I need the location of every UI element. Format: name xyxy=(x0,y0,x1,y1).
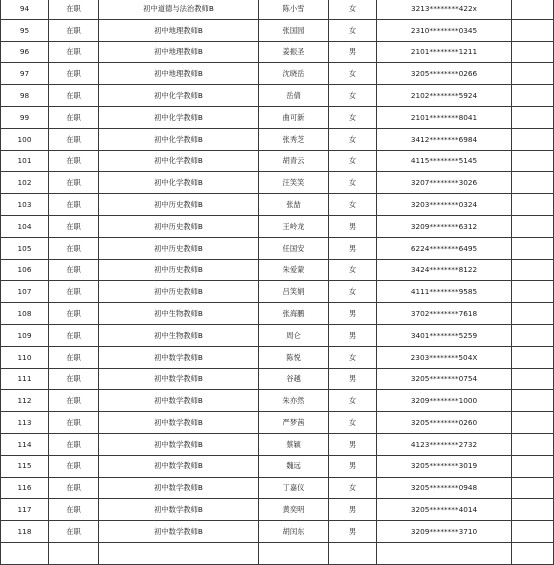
row-number-cell: 98 xyxy=(1,85,49,107)
table-row xyxy=(1,41,554,63)
empty-cell xyxy=(512,106,554,128)
id-number-cell: 3205********0948 xyxy=(377,477,512,499)
employment-status-cell: 在职 xyxy=(49,368,99,390)
table-row xyxy=(1,477,554,499)
table-row xyxy=(1,542,554,564)
name-cell: 吕笑娟 xyxy=(259,281,329,303)
row-number-cell: 106 xyxy=(1,259,49,281)
position-cell: 初中地理教师B xyxy=(99,41,259,63)
gender-cell: 女 xyxy=(329,85,377,107)
empty-cell xyxy=(512,499,554,521)
id-number-cell: 2310********0345 xyxy=(377,19,512,41)
employment-status-cell xyxy=(49,542,99,564)
name-cell: 周仑 xyxy=(259,324,329,346)
gender-cell: 男 xyxy=(329,368,377,390)
gender-cell: 男 xyxy=(329,41,377,63)
gender-cell: 女 xyxy=(329,150,377,172)
position-cell: 初中历史教师B xyxy=(99,194,259,216)
id-number-cell: 3205********0266 xyxy=(377,63,512,85)
table-row xyxy=(1,390,554,412)
row-number-cell: 117 xyxy=(1,499,49,521)
name-cell: 陈小雪 xyxy=(259,0,329,19)
employment-status-cell: 在职 xyxy=(49,455,99,477)
gender-cell: 女 xyxy=(329,390,377,412)
name-cell: 胡青云 xyxy=(259,150,329,172)
empty-cell xyxy=(512,259,554,281)
empty-cell xyxy=(512,433,554,455)
table-row xyxy=(1,499,554,521)
position-cell: 初中历史教师B xyxy=(99,215,259,237)
row-number-cell: 97 xyxy=(1,63,49,85)
position-cell: 初中化学教师B xyxy=(99,106,259,128)
position-cell: 初中数学教师B xyxy=(99,390,259,412)
table-row xyxy=(1,172,554,194)
row-number-cell: 100 xyxy=(1,128,49,150)
roster-body xyxy=(1,0,554,564)
gender-cell: 女 xyxy=(329,106,377,128)
row-number-cell: 103 xyxy=(1,194,49,216)
employment-status-cell: 在职 xyxy=(49,521,99,543)
employment-status-cell: 在职 xyxy=(49,106,99,128)
empty-cell xyxy=(512,19,554,41)
position-cell: 初中道德与法治教师B xyxy=(99,0,259,19)
gender-cell: 女 xyxy=(329,63,377,85)
table-row xyxy=(1,303,554,325)
id-number-cell: 3205********3019 xyxy=(377,455,512,477)
position-cell: 初中数学教师B xyxy=(99,346,259,368)
employment-status-cell: 在职 xyxy=(49,63,99,85)
id-number-cell: 3203********0324 xyxy=(377,194,512,216)
gender-cell: 女 xyxy=(329,477,377,499)
employment-status-cell: 在职 xyxy=(49,499,99,521)
position-cell: 初中历史教师B xyxy=(99,259,259,281)
id-number-cell xyxy=(377,542,512,564)
gender-cell: 女 xyxy=(329,259,377,281)
gender-cell: 男 xyxy=(329,237,377,259)
table-row xyxy=(1,455,554,477)
row-number-cell: 99 xyxy=(1,106,49,128)
empty-cell xyxy=(512,150,554,172)
name-cell: 朱爱蒙 xyxy=(259,259,329,281)
name-cell: 张海鹏 xyxy=(259,303,329,325)
row-number-cell: 107 xyxy=(1,281,49,303)
row-number-cell: 111 xyxy=(1,368,49,390)
id-number-cell: 3213********422x xyxy=(377,0,512,19)
position-cell: 初中数学教师B xyxy=(99,521,259,543)
gender-cell: 女 xyxy=(329,194,377,216)
position-cell: 初中数学教师B xyxy=(99,499,259,521)
employment-status-cell: 在职 xyxy=(49,41,99,63)
employment-status-cell: 在职 xyxy=(49,390,99,412)
employment-status-cell: 在职 xyxy=(49,477,99,499)
row-number-cell: 114 xyxy=(1,433,49,455)
gender-cell: 男 xyxy=(329,433,377,455)
gender-cell: 女 xyxy=(329,412,377,434)
employment-status-cell: 在职 xyxy=(49,128,99,150)
position-cell: 初中化学教师B xyxy=(99,150,259,172)
id-number-cell: 3412********6984 xyxy=(377,128,512,150)
empty-cell xyxy=(512,63,554,85)
id-number-cell: 3207********3026 xyxy=(377,172,512,194)
row-number-cell: 113 xyxy=(1,412,49,434)
name-cell: 岳倩 xyxy=(259,85,329,107)
gender-cell: 男 xyxy=(329,324,377,346)
name-cell: 张国园 xyxy=(259,19,329,41)
name-cell: 蔡颖 xyxy=(259,433,329,455)
gender-cell: 女 xyxy=(329,19,377,41)
row-number-cell: 116 xyxy=(1,477,49,499)
name-cell: 张喆 xyxy=(259,194,329,216)
row-number-cell: 105 xyxy=(1,237,49,259)
gender-cell: 男 xyxy=(329,499,377,521)
employment-status-cell: 在职 xyxy=(49,281,99,303)
employment-status-cell: 在职 xyxy=(49,85,99,107)
empty-cell xyxy=(512,85,554,107)
row-number-cell: 110 xyxy=(1,346,49,368)
row-number-cell: 94 xyxy=(1,0,49,19)
empty-cell xyxy=(512,455,554,477)
table-row xyxy=(1,521,554,543)
id-number-cell: 2303********504X xyxy=(377,346,512,368)
table-row xyxy=(1,85,554,107)
name-cell: 谷越 xyxy=(259,368,329,390)
employment-status-cell: 在职 xyxy=(49,19,99,41)
gender-cell: 男 xyxy=(329,455,377,477)
empty-cell xyxy=(512,172,554,194)
id-number-cell: 3205********4014 xyxy=(377,499,512,521)
position-cell: 初中历史教师B xyxy=(99,237,259,259)
row-number-cell: 115 xyxy=(1,455,49,477)
table-row xyxy=(1,281,554,303)
employment-status-cell: 在职 xyxy=(49,150,99,172)
empty-cell xyxy=(512,412,554,434)
employment-status-cell: 在职 xyxy=(49,215,99,237)
position-cell: 初中数学教师B xyxy=(99,455,259,477)
gender-cell: 男 xyxy=(329,521,377,543)
gender-cell: 女 xyxy=(329,128,377,150)
position-cell: 初中数学教师B xyxy=(99,368,259,390)
id-number-cell: 3209********1000 xyxy=(377,390,512,412)
employment-status-cell: 在职 xyxy=(49,237,99,259)
table-row xyxy=(1,412,554,434)
name-cell: 陈悦 xyxy=(259,346,329,368)
employment-status-cell: 在职 xyxy=(49,303,99,325)
id-number-cell: 3424********8122 xyxy=(377,259,512,281)
employment-status-cell: 在职 xyxy=(49,0,99,19)
table-row xyxy=(1,0,554,19)
name-cell xyxy=(259,542,329,564)
row-number-cell: 96 xyxy=(1,41,49,63)
table-row xyxy=(1,19,554,41)
table-row xyxy=(1,150,554,172)
empty-cell xyxy=(512,303,554,325)
table-row xyxy=(1,128,554,150)
gender-cell: 女 xyxy=(329,0,377,19)
name-cell: 沈晓岳 xyxy=(259,63,329,85)
position-cell: 初中生物教师B xyxy=(99,324,259,346)
name-cell: 魏远 xyxy=(259,455,329,477)
name-cell: 姜振圣 xyxy=(259,41,329,63)
name-cell: 黄奕明 xyxy=(259,499,329,521)
id-number-cell: 4123********2732 xyxy=(377,433,512,455)
row-number-cell: 118 xyxy=(1,521,49,543)
empty-cell xyxy=(512,368,554,390)
id-number-cell: 3209********3710 xyxy=(377,521,512,543)
id-number-cell: 3205********0260 xyxy=(377,412,512,434)
empty-cell xyxy=(512,237,554,259)
id-number-cell: 6224********6495 xyxy=(377,237,512,259)
row-number-cell: 109 xyxy=(1,324,49,346)
name-cell: 严梦茜 xyxy=(259,412,329,434)
position-cell: 初中化学教师B xyxy=(99,172,259,194)
table-row xyxy=(1,215,554,237)
position-cell: 初中生物教师B xyxy=(99,303,259,325)
empty-cell xyxy=(512,324,554,346)
employment-status-cell: 在职 xyxy=(49,346,99,368)
position-cell: 初中历史教师B xyxy=(99,281,259,303)
empty-cell xyxy=(512,41,554,63)
gender-cell: 女 xyxy=(329,346,377,368)
row-number-cell: 95 xyxy=(1,19,49,41)
id-number-cell: 2102********5924 xyxy=(377,85,512,107)
id-number-cell: 3205********0754 xyxy=(377,368,512,390)
position-cell: 初中地理教师B xyxy=(99,19,259,41)
table-row xyxy=(1,63,554,85)
empty-cell xyxy=(512,0,554,19)
empty-cell xyxy=(512,128,554,150)
gender-cell: 女 xyxy=(329,281,377,303)
name-cell: 曲可新 xyxy=(259,106,329,128)
id-number-cell: 3401********5259 xyxy=(377,324,512,346)
employment-status-cell: 在职 xyxy=(49,259,99,281)
id-number-cell: 2101********8041 xyxy=(377,106,512,128)
table-row xyxy=(1,259,554,281)
position-cell: 初中化学教师B xyxy=(99,128,259,150)
name-cell: 丁嘉仪 xyxy=(259,477,329,499)
employment-status-cell: 在职 xyxy=(49,172,99,194)
gender-cell: 男 xyxy=(329,303,377,325)
empty-cell xyxy=(512,390,554,412)
empty-cell xyxy=(512,542,554,564)
empty-cell xyxy=(512,477,554,499)
name-cell: 任国安 xyxy=(259,237,329,259)
table-row xyxy=(1,368,554,390)
empty-cell xyxy=(512,281,554,303)
id-number-cell: 4111********9585 xyxy=(377,281,512,303)
employment-status-cell: 在职 xyxy=(49,412,99,434)
table-row xyxy=(1,237,554,259)
row-number-cell: 108 xyxy=(1,303,49,325)
position-cell: 初中数学教师B xyxy=(99,433,259,455)
row-number-cell: 101 xyxy=(1,150,49,172)
table-row xyxy=(1,433,554,455)
table-row xyxy=(1,106,554,128)
id-number-cell: 3702********7618 xyxy=(377,303,512,325)
gender-cell: 男 xyxy=(329,215,377,237)
gender-cell: 女 xyxy=(329,172,377,194)
name-cell: 胡闰东 xyxy=(259,521,329,543)
name-cell: 王岭龙 xyxy=(259,215,329,237)
employment-status-cell: 在职 xyxy=(49,433,99,455)
name-cell: 朱亦然 xyxy=(259,390,329,412)
position-cell: 初中化学教师B xyxy=(99,85,259,107)
id-number-cell: 3209********6312 xyxy=(377,215,512,237)
id-number-cell: 2101********1211 xyxy=(377,41,512,63)
empty-cell xyxy=(512,346,554,368)
employment-status-cell: 在职 xyxy=(49,194,99,216)
name-cell: 张秀芝 xyxy=(259,128,329,150)
position-cell: 初中数学教师B xyxy=(99,477,259,499)
table-row xyxy=(1,324,554,346)
employment-status-cell: 在职 xyxy=(49,324,99,346)
empty-cell xyxy=(512,194,554,216)
position-cell: 初中地理教师B xyxy=(99,63,259,85)
gender-cell xyxy=(329,542,377,564)
position-cell xyxy=(99,542,259,564)
row-number-cell: 102 xyxy=(1,172,49,194)
row-number-cell: 104 xyxy=(1,215,49,237)
empty-cell xyxy=(512,521,554,543)
row-number-cell xyxy=(1,542,49,564)
position-cell: 初中数学教师B xyxy=(99,412,259,434)
table-row xyxy=(1,346,554,368)
name-cell: 汪笑笑 xyxy=(259,172,329,194)
table-row xyxy=(1,194,554,216)
empty-cell xyxy=(512,215,554,237)
id-number-cell: 4115********5145 xyxy=(377,150,512,172)
row-number-cell: 112 xyxy=(1,390,49,412)
